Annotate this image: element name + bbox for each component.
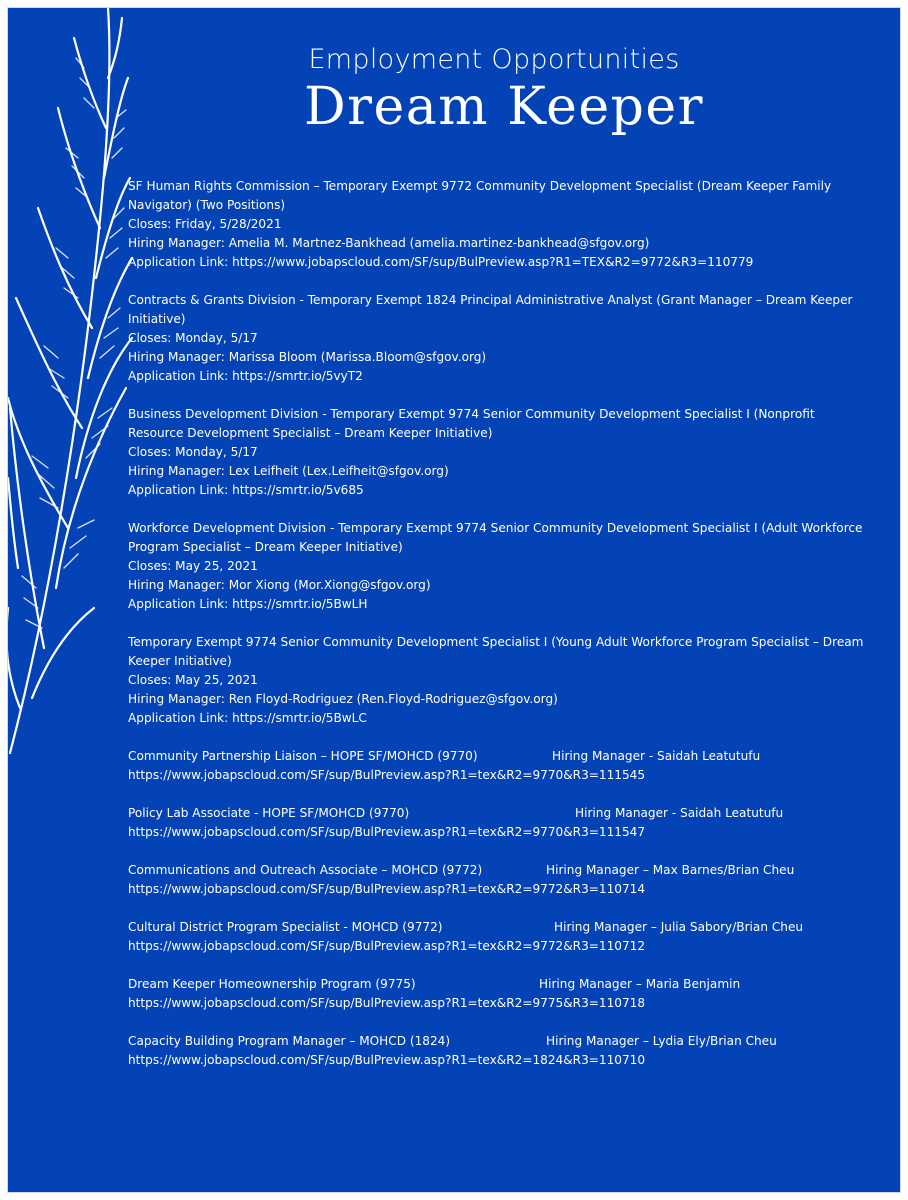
job-application-link[interactable]: Application Link: https://smrtr.io/5BwLH: [128, 597, 368, 611]
short-job-heading: [128, 918, 868, 937]
job-application-link[interactable]: Application Link: https://smrtr.io/5BwLC: [128, 711, 367, 725]
job-application-link[interactable]: Application Link: https://www.jobapscloud.com/SF/sup/BulPreview.asp?R1=TEX&R2=9772&R3=110779: [128, 255, 754, 269]
short-job-link[interactable]: https://www.jobapscloud.com/SF/sup/BulPreview.asp?R1=tex&R2=1824&R3=110710: [128, 1053, 646, 1067]
short-job-manager: Hiring Manager - Saidah Leatutufu: [575, 806, 784, 820]
short-job-heading: [128, 804, 868, 823]
short-job-manager: Hiring Manager – Maria Benjamin: [539, 977, 741, 991]
job-application-link[interactable]: Application Link: https://smrtr.io/5v685: [128, 483, 364, 497]
job-entry: [128, 633, 868, 728]
job-hiring-manager: Hiring Manager: Lex Leifheit (Lex.Leifheit@sfgov.org): [128, 464, 449, 478]
page-title: Dream Keeper: [303, 77, 705, 137]
job-title: Workforce Development Division - Temporary Exempt 9774 Senior Community Development Specialist I (Adult Workforce Program Specialist – Dream Keeper Initiative): [128, 521, 863, 554]
job-hiring-manager: Hiring Manager: Mor Xiong (Mor.Xiong@sfgov.org): [128, 578, 431, 592]
short-job-position: Community Partnership Liaison – HOPE SF/MOHCD (9770): [128, 749, 478, 763]
job-title: SF Human Rights Commission – Temporary Exempt 9772 Community Development Specialist (Dream Keeper Family Navigator) (Two Positions): [128, 179, 832, 212]
short-job-position: Capacity Building Program Manager – MOHCD (1824): [128, 1034, 451, 1048]
short-job-entry: [128, 1032, 868, 1070]
job-entry: [128, 405, 868, 500]
job-title: Business Development Division - Temporary Exempt 9774 Senior Community Development Specialist I (Nonprofit Resource Development Specialist – Dream Keeper Initiative): [128, 407, 815, 440]
short-job-link[interactable]: https://www.jobapscloud.com/SF/sup/BulPreview.asp?R1=tex&R2=9775&R3=110718: [128, 996, 646, 1010]
header-kicker: Employment Opportunities: [308, 44, 680, 75]
job-entry: [128, 291, 868, 386]
job-closing-date: Closes: May 25, 2021: [128, 673, 258, 687]
short-job-entry: [128, 918, 868, 956]
short-job-heading: [128, 747, 868, 766]
short-job-entry: [128, 804, 868, 842]
short-job-link[interactable]: https://www.jobapscloud.com/SF/sup/BulPreview.asp?R1=tex&R2=9770&R3=111545: [128, 768, 646, 782]
flyer-page: [8, 8, 900, 1192]
job-application-link[interactable]: Application Link: https://smrtr.io/5vyT2: [128, 369, 363, 383]
job-listings: [128, 177, 868, 1089]
short-job-manager: Hiring Manager - Saidah Leatutufu: [552, 749, 761, 763]
short-job-entry: [128, 747, 868, 785]
job-entry: [128, 177, 868, 272]
job-closing-date: Closes: Friday, 5/28/2021: [128, 217, 282, 231]
short-job-manager: Hiring Manager – Julia Sabory/Brian Cheu: [554, 920, 804, 934]
job-entry: [128, 519, 868, 614]
job-closing-date: Closes: May 25, 2021: [128, 559, 258, 573]
short-job-position: Dream Keeper Homeownership Program (9775): [128, 977, 416, 991]
short-job-heading: [128, 861, 868, 880]
short-job-position: Cultural District Program Specialist - MOHCD (9772): [128, 920, 443, 934]
job-closing-date: Closes: Monday, 5/17: [128, 331, 258, 345]
job-title: Temporary Exempt 9774 Senior Community Development Specialist I (Young Adult Workforce Program Specialist – Dream Keeper Initiative): [128, 635, 864, 668]
short-job-position: Policy Lab Associate - HOPE SF/MOHCD (9770): [128, 806, 410, 820]
short-job-entry: [128, 861, 868, 899]
short-job-link[interactable]: https://www.jobapscloud.com/SF/sup/BulPreview.asp?R1=tex&R2=9772&R3=110714: [128, 882, 646, 896]
job-hiring-manager: Hiring Manager: Amelia M. Martnez-Bankhead (amelia.martinez-bankhead@sfgov.org): [128, 236, 650, 250]
short-job-position: Communications and Outreach Associate – MOHCD (9772): [128, 863, 483, 877]
job-hiring-manager: Hiring Manager: Ren Floyd-Rodriguez (Ren.Floyd-Rodriguez@sfgov.org): [128, 692, 558, 706]
short-job-heading: [128, 975, 868, 994]
short-job-manager: Hiring Manager – Max Barnes/Brian Cheu: [546, 863, 795, 877]
short-job-link[interactable]: https://www.jobapscloud.com/SF/sup/BulPreview.asp?R1=tex&R2=9770&R3=111547: [128, 825, 646, 839]
job-title: Contracts & Grants Division - Temporary Exempt 1824 Principal Administrative Analyst (Grant Manager – Dream Keeper Initiative): [128, 293, 853, 326]
flyer-header: [8, 44, 900, 137]
short-job-link[interactable]: https://www.jobapscloud.com/SF/sup/BulPreview.asp?R1=tex&R2=9772&R3=110712: [128, 939, 646, 953]
job-hiring-manager: Hiring Manager: Marissa Bloom (Marissa.Bloom@sfgov.org): [128, 350, 487, 364]
short-job-heading: [128, 1032, 868, 1051]
short-job-manager: Hiring Manager – Lydia Ely/Brian Cheu: [546, 1034, 777, 1048]
job-closing-date: Closes: Monday, 5/17: [128, 445, 258, 459]
short-job-entry: [128, 975, 868, 1013]
